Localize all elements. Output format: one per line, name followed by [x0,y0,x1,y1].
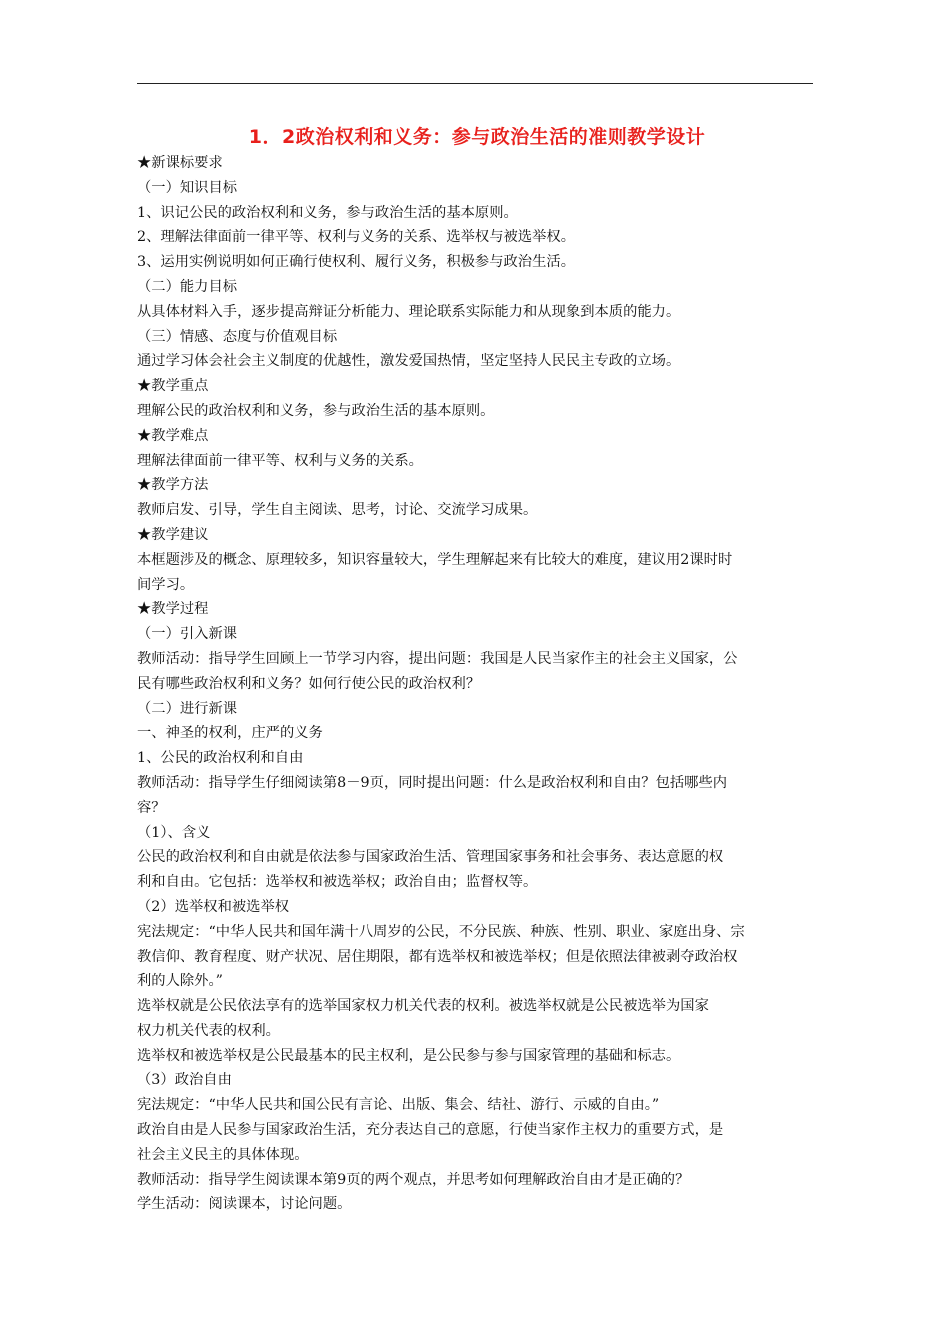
text-line: ★教学过程 [137,601,209,618]
text-line: 政治自由是人民参与国家政治生活，充分表达自己的意愿，行使当家作主权力的重要方式，是 [137,1122,724,1139]
text-line: （一）知识目标 [137,179,238,196]
text-line: ★教学建议 [137,526,209,543]
text-line: 教师启发、引导，学生自主阅读、思考，讨论、交流学习成果。 [137,502,538,519]
text-line: 1、识记公民的政治权利和义务，参与政治生活的基本原则。 [137,204,518,221]
text-line: ★教学难点 [137,427,209,444]
text-line: 利和自由。它包括：选举权和被选举权；政治自由；监督权等。 [137,874,538,891]
text-line: （1）、含义 [137,824,211,841]
document-body [137,124,817,1217]
text-line: 教师活动：指导学生仔细阅读第8－9页，同时提出问题：什么是政治权利和自由？包括哪些内 [137,774,728,791]
text-line: 民有哪些政治权利和义务？如何行使公民的政治权利？ [137,675,481,692]
text-line: 宪法规定：“中华人民共和国公民有言论、出版、集会、结社、游行、示威的自由。” [137,1097,660,1114]
text-lines [137,151,817,1217]
text-line: （二）能力目标 [137,278,238,295]
text-line: 选举权和被选举权是公民最基本的民主权利，是公民参与参与国家管理的基础和标志。 [137,1047,681,1064]
text-line: 一、神圣的权利，庄严的义务 [137,725,323,742]
text-line: 理解公民的政治权利和义务，参与政治生活的基本原则。 [137,402,495,419]
text-line: 2、理解法律面前一律平等、权利与义务的关系、选举权与被选举权。 [137,229,575,246]
text-line: 社会主义民主的具体体现。 [137,1146,309,1163]
text-line: 利的人除外。” [137,973,223,990]
text-line: 权力机关代表的权利。 [137,1022,280,1039]
text-line: （3）政治自由 [137,1072,232,1089]
header-rule [137,83,813,84]
text-line: 本框题涉及的概念、原理较多，知识容量较大，学生理解起来有比较大的难度，建议用2课时时 [137,551,733,568]
text-line: ★教学重点 [137,378,209,395]
text-line: （一）引入新课 [137,626,238,643]
text-line: 教信仰、教育程度、财产状况、居住期限，都有选举权和被选举权；但是依照法律被剥夺政治权 [137,948,738,965]
text-line: ★教学方法 [137,477,209,494]
document-title: 1．2政治权利和义务：参与政治生活的准则教学设计 [248,126,706,148]
text-line: 选举权就是公民依法享有的选举国家权力机关代表的权利。被选举权就是公民被选举为国家 [137,998,709,1015]
text-line: 教师活动：指导学生回顾上一节学习内容，提出问题：我国是人民当家作主的社会主义国家，公 [137,650,738,667]
text-line: （二）进行新课 [137,700,238,717]
text-line: 通过学习体会社会主义制度的优越性，激发爱国热情，坚定坚持人民民主专政的立场。 [137,353,681,370]
text-line: 学生活动：阅读课本，讨论问题。 [137,1196,352,1213]
text-line: 容？ [137,799,166,816]
text-line: 从具体材料入手，逐步提高辩证分析能力、理论联系实际能力和从现象到本质的能力。 [137,303,681,320]
text-line: 教师活动：指导学生阅读课本第9页的两个观点，并思考如何理解政治自由才是正确的？ [137,1171,690,1188]
text-line: 间学习。 [137,576,195,593]
text-line: 1、公民的政治权利和自由 [137,750,304,767]
text-line: 公民的政治权利和自由就是依法参与国家政治生活、管理国家事务和社会事务、表达意愿的权 [137,849,724,866]
text-line: 3、运用实例说明如何正确行使权利、履行义务，积极参与政治生活。 [137,254,575,271]
text-line: （三）情感、态度与价值观目标 [137,328,338,345]
text-line: 宪法规定：“中华人民共和国年满十八周岁的公民，不分民族、种族、性别、职业、家庭出身、宗 [137,923,745,940]
text-line: ★新课标要求 [137,155,223,171]
text-line: 理解法律面前一律平等、权利与义务的关系。 [137,452,423,469]
text-line: （2）选举权和被选举权 [137,898,290,915]
